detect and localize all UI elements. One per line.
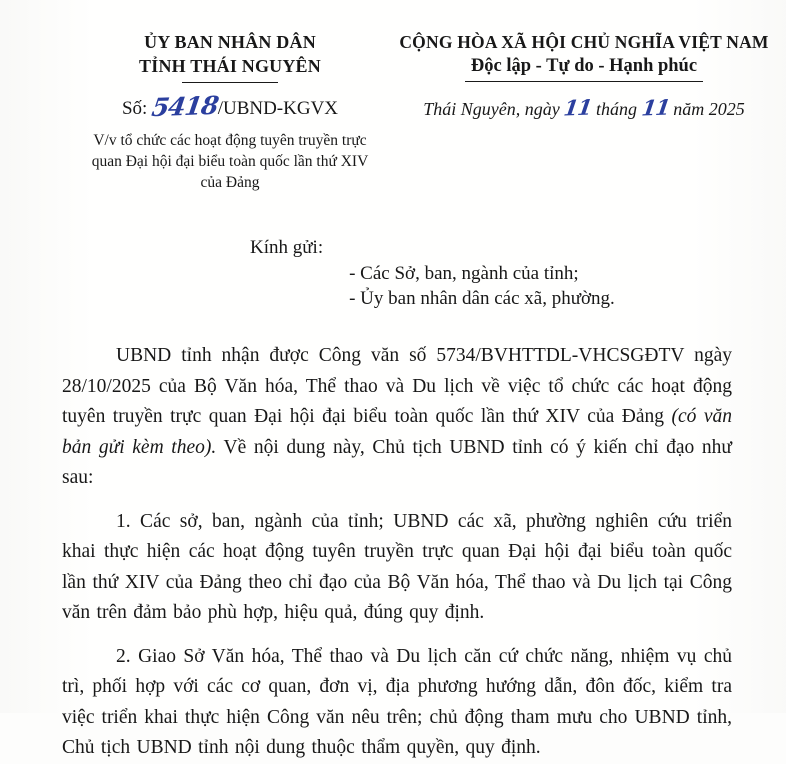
national-motto: Độc lập - Tự do - Hạnh phúc: [465, 54, 703, 82]
org-name-line1: ỦY BAN NHÂN DÂN: [144, 32, 316, 52]
recipient-line: - Ủy ban nhân dân các xã, phường.: [349, 288, 615, 309]
body-paragraph-3: 2. Giao Sở Văn hóa, Thể thao và Du lịch căn cứ chức năng, nhiệm vụ chủ trì, phối hợp với các cơ quan, đơn vị, địa phương hướng dẫn, đôn đốc, kiểm tra việc triển khai thực hiện Công văn nêu trên; chủ động tham mưu cho UBND tỉnh, Chủ tịch UBND tỉnh nội dung thuộc thẩm quyền, quy định.: [62, 645, 732, 758]
national-title: CỘNG HÒA XÃ HỘI CHỦ NGHĨA VIỆT NAM: [399, 32, 769, 52]
paragraph-1-text-b: Về nội dung này, Chủ tịch UBND tỉnh có ý kiến chỉ đạo như sau:: [62, 436, 732, 488]
document-subject: V/v tổ chức các hoạt động tuyên truyền trực quan Đại hội đại biểu toàn quốc lần thứ XIV của Đảng: [91, 132, 369, 191]
body-paragraph-1: [62, 341, 732, 494]
paragraph-1-text-a: UBND tỉnh nhận được Công văn số 5734/BVHTTDL-VHCSGĐTV ngày 28/10/2025 của Bộ Văn hóa, Thể thao và Du lịch về việc tổ chức các hoạt động tuyên truyền trực quan Đại hội đại biểu toàn quốc lần thứ XIV của Đảng: [62, 345, 732, 427]
body-paragraph-2: 1. Các sở, ban, ngành của tỉnh; UBND các xã, phường nghiên cứu triển khai thực hiện các hoạt động tuyên truyền trực quan Đại hội đại biểu toàn quốc lần thứ XIV của Đảng theo chỉ đạo của Bộ Văn hóa, Thể thao và Du lịch tại Công văn trên đảm bảo phù hợp, hiệu quả, đúng quy định.: [62, 510, 732, 623]
salutation-block: [62, 235, 732, 311]
document-number-suffix: /UBND-KGVX: [217, 98, 339, 119]
date-line: [380, 94, 786, 121]
date-day-handwritten: 11: [562, 94, 594, 121]
salutation-label: Kính gửi:: [250, 237, 324, 258]
national-header-block: [380, 30, 786, 120]
recipients-list: [349, 235, 615, 311]
date-suffix: năm 2025: [668, 99, 745, 119]
document-body: [62, 341, 732, 764]
date-prefix: Thái Nguyên, ngày: [423, 99, 565, 119]
document-header: [62, 30, 769, 193]
document-number-label: Số:: [121, 98, 153, 119]
date-mid: tháng: [591, 99, 642, 119]
document-number: [80, 90, 380, 123]
recipient-line: - Các Sở, ban, ngành của tỉnh;: [349, 263, 579, 284]
org-name-line2: TỈNH THÁI NGUYÊN: [139, 56, 321, 76]
paragraph-1-italic-note: (có văn bản gửi kèm theo).: [62, 406, 732, 458]
issuing-org-block: [80, 30, 380, 193]
document-number-handwritten: 5418: [149, 90, 220, 123]
date-month-handwritten: 11: [639, 94, 671, 121]
org-underline-divider: [182, 82, 278, 83]
